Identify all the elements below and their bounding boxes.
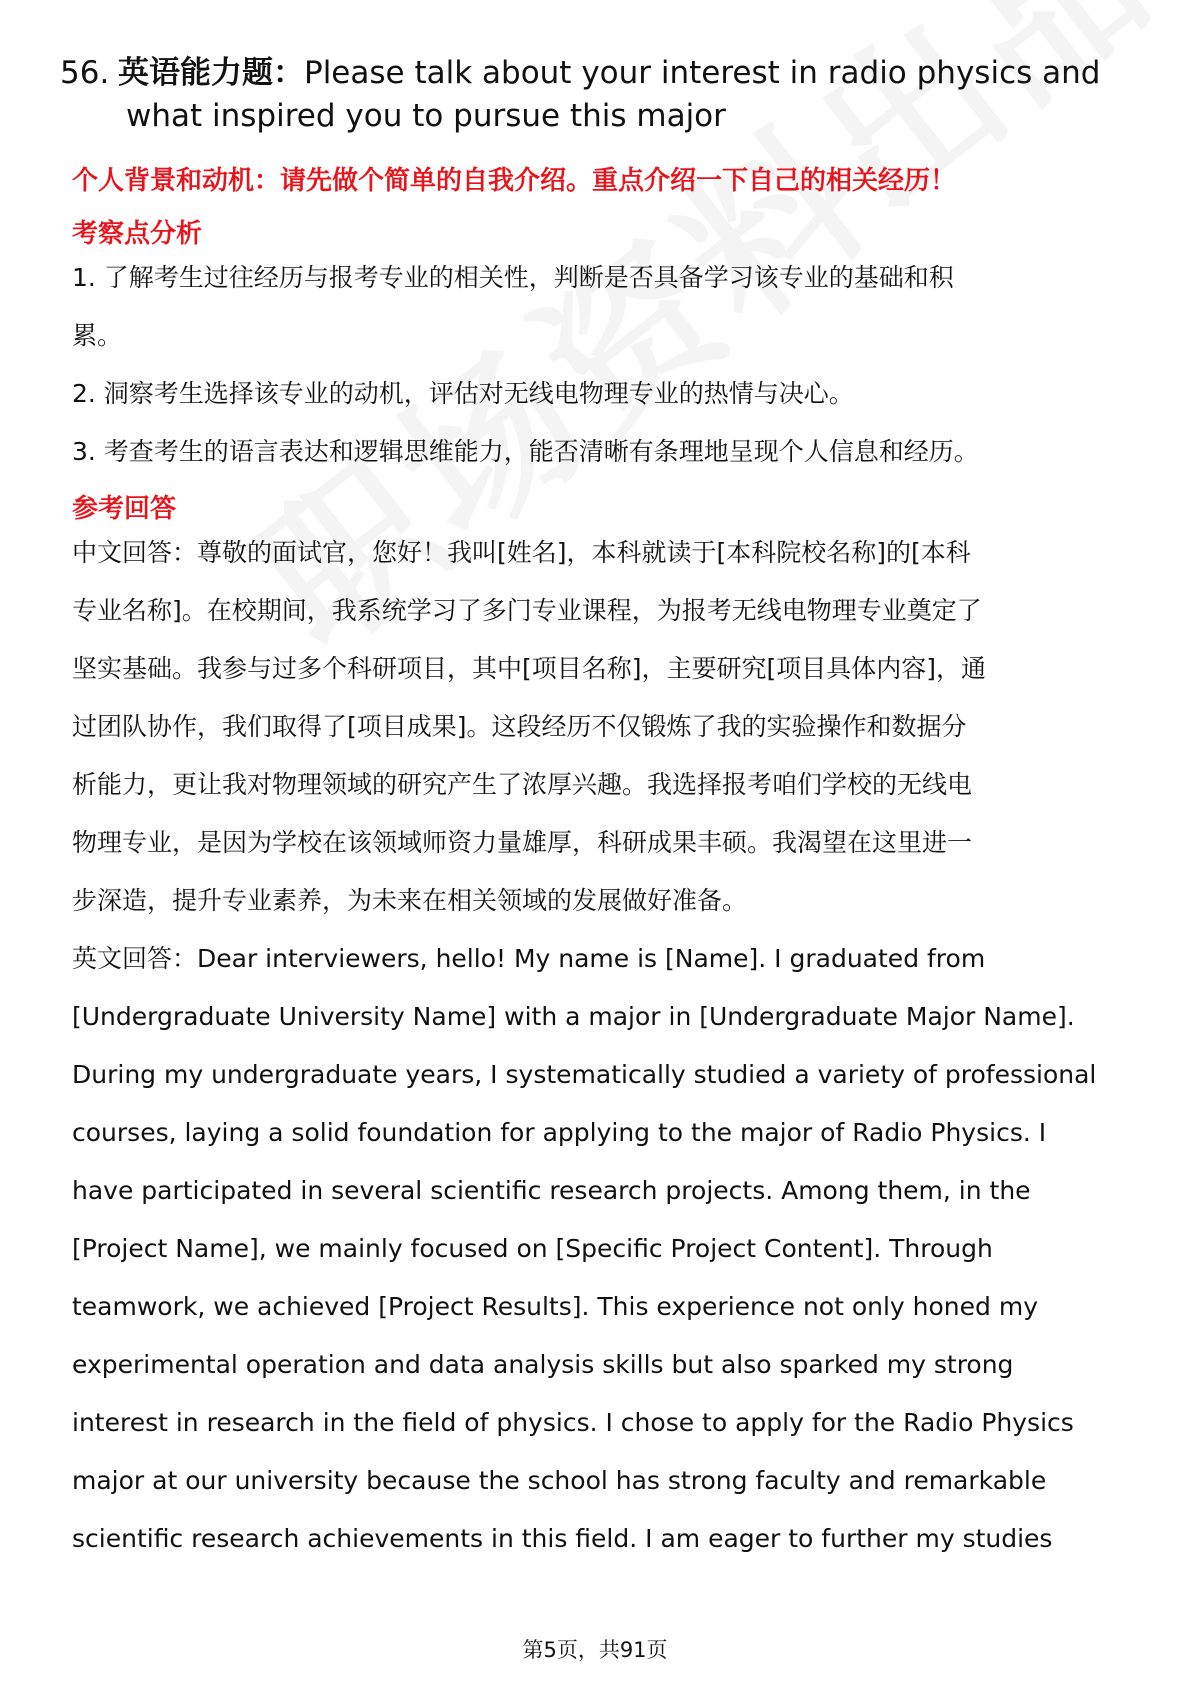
english-answer-line: [Undergraduate University Name] with a major in [Undergraduate Major Name]. (72, 1002, 1075, 1031)
question-title (60, 52, 1140, 138)
english-answer-line: courses, laying a solid foundation for applying to the major of Radio Physics. I (72, 1118, 1047, 1147)
question-label: 英语能力题： (118, 55, 304, 91)
question-text-line2: what inspired you to pursue this major (126, 98, 726, 134)
english-answer-line: During my undergraduate years, I systematically studied a variety of professional (72, 1060, 1097, 1089)
english-answer-line: major at our university because the school has strong faculty and remarkable (72, 1466, 1047, 1495)
answer-heading: 参考回答 (72, 494, 177, 524)
background-heading: 个人背景和动机：请先做个简单的自我介绍。重点介绍一下自己的相关经历！ (72, 166, 957, 196)
chinese-answer-line: 中文回答：尊敬的面试官，您好！我叫[姓名]，本科就读于[本科院校名称]的[本科 (72, 538, 971, 567)
english-answer-line: [Project Name], we mainly focused on [Specific Project Content]. Through (72, 1234, 993, 1263)
english-answer-line: experimental operation and data analysis skills but also sparked my strong (72, 1350, 1014, 1379)
analysis-point-line: 累。 (72, 321, 123, 350)
english-answer-line: scientific research achievements in this field. I am eager to further my studies (72, 1524, 1053, 1553)
chinese-answer-line: 坚实基础。我参与过多个科研项目，其中[项目名称]，主要研究[项目具体内容]，通 (72, 654, 987, 683)
question-number: 56. (60, 55, 110, 91)
chinese-answer-line: 析能力，更让我对物理领域的研究产生了浓厚兴趣。我选择报考咱们学校的无线电 (72, 770, 973, 799)
english-answer-line: interest in research in the field of physics. I chose to apply for the Radio Physics (72, 1408, 1074, 1437)
analysis-point-line: 1. 了解考生过往经历与报考专业的相关性，判断是否具备学习该专业的基础和积 (72, 263, 954, 292)
analysis-point-line: 2. 洞察考生选择该专业的动机，评估对无线电物理专业的热情与决心。 (72, 379, 854, 408)
chinese-answer-line: 步深造，提升专业素养，为未来在相关领域的发展做好准备。 (72, 886, 748, 915)
chinese-answer (72, 524, 1117, 930)
question-text-line1: Please talk about your interest in radio physics and (304, 55, 1101, 91)
chinese-answer-line: 过团队协作，我们取得了[项目成果]。这段经历不仅锻炼了我的实验操作和数据分 (72, 712, 967, 741)
chinese-answer-line: 物理专业，是因为学校在该领域师资力量雄厚，科研成果丰硕。我渴望在这里进一 (72, 828, 973, 857)
analysis-heading: 考察点分析 (72, 219, 203, 249)
analysis-point-line: 3. 考查考生的语言表达和逻辑思维能力，能否清晰有条理地呈现个人信息和经历。 (72, 437, 979, 466)
chinese-answer-line: 专业名称]。在校期间，我系统学习了多门专业课程，为报考无线电物理专业奠定了 (72, 596, 982, 625)
english-answer-line: teamwork, we achieved [Project Results]. This experience not only honed my (72, 1292, 1038, 1321)
analysis-points (72, 249, 1117, 481)
english-answer-line: have participated in several scientific research projects. Among them, in the (72, 1176, 1031, 1205)
page-footer: 第5页，共91页 (522, 1638, 668, 1662)
english-answer (72, 930, 1117, 1568)
english-answer-line: 英文回答：Dear interviewers, hello! My name is [Name]. I graduated from (72, 944, 986, 973)
